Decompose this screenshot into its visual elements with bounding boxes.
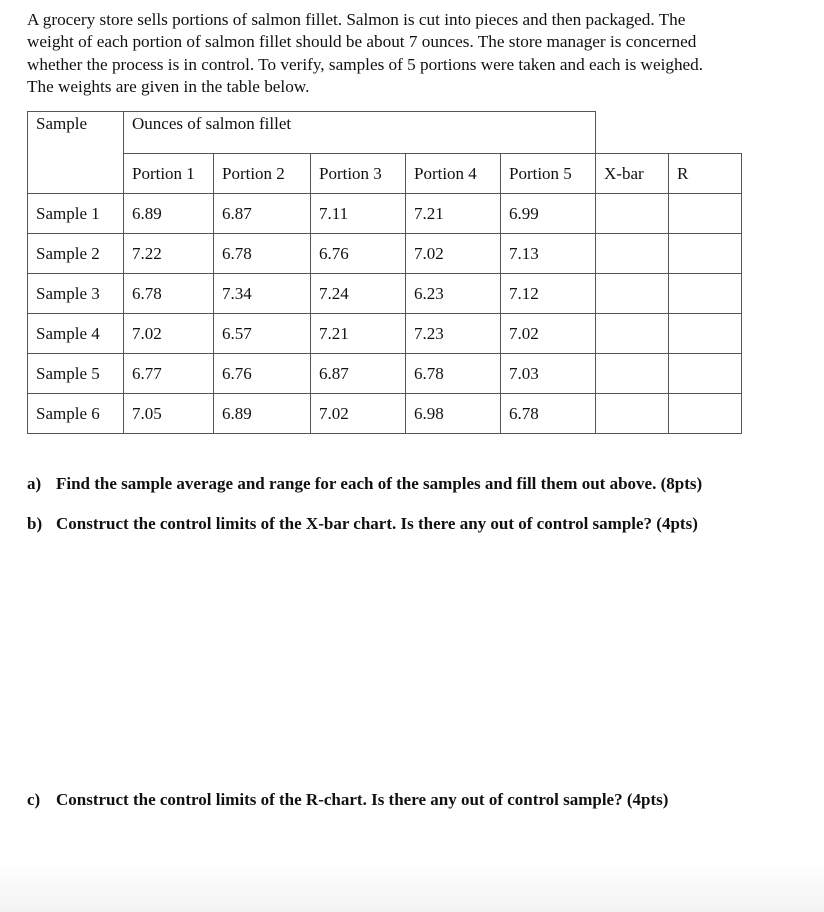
question-a-label: a) — [27, 474, 42, 493]
salmon-weights-table — [27, 111, 742, 434]
r-cell — [669, 354, 742, 394]
question-c-label: c) — [27, 790, 41, 809]
portion-value: 6.77 — [124, 354, 214, 394]
xbar-cell — [596, 234, 669, 274]
r-cell — [669, 234, 742, 274]
intro-line-2: weight of each portion of salmon fillet should be about 7 ounces. The store manager is concerned — [27, 32, 697, 52]
column-header-r: R — [669, 154, 742, 194]
sample-label: Sample 1 — [28, 194, 124, 234]
r-cell — [669, 274, 742, 314]
portion-value: 7.12 — [501, 274, 596, 314]
portion-value: 7.02 — [501, 314, 596, 354]
table-row — [28, 234, 742, 274]
portion-value: 6.76 — [311, 234, 406, 274]
portion-value: 7.11 — [311, 194, 406, 234]
portion-value: 6.87 — [214, 194, 311, 234]
xbar-cell — [596, 314, 669, 354]
xbar-cell — [596, 354, 669, 394]
xbar-cell — [596, 194, 669, 234]
question-b-text: Construct the control limits of the X-bar chart. Is there any out of control sample? (4pts) — [56, 514, 698, 533]
portion-value: 6.76 — [214, 354, 311, 394]
xbar-cell — [596, 394, 669, 434]
table-row — [28, 394, 742, 434]
intro-line-3: whether the process is in control. To verify, samples of 5 portions were taken and each is weighed. — [27, 54, 704, 74]
column-header: Portion 4 — [406, 154, 501, 194]
header-sample-cell: Sample — [28, 112, 124, 194]
header-group-cell: Ounces of salmon fillet — [124, 112, 596, 154]
intro-line-4: The weights are given in the table below. — [27, 77, 310, 97]
portion-value: 7.02 — [124, 314, 214, 354]
portion-value: 6.78 — [124, 274, 214, 314]
sample-label: Sample 5 — [28, 354, 124, 394]
portion-value: 6.87 — [311, 354, 406, 394]
portion-value: 7.23 — [406, 314, 501, 354]
portion-value: 6.98 — [406, 394, 501, 434]
question-a — [27, 474, 702, 494]
question-c — [27, 790, 668, 810]
portion-value: 6.23 — [406, 274, 501, 314]
sample-label: Sample 6 — [28, 394, 124, 434]
column-header: Portion 3 — [311, 154, 406, 194]
portion-value: 7.22 — [124, 234, 214, 274]
column-header-xbar: X-bar — [596, 154, 669, 194]
question-b — [27, 514, 698, 534]
portion-value: 6.57 — [214, 314, 311, 354]
xbar-cell — [596, 274, 669, 314]
r-cell — [669, 394, 742, 434]
portion-value: 7.21 — [406, 194, 501, 234]
portion-value: 6.89 — [214, 394, 311, 434]
sample-label: Sample 3 — [28, 274, 124, 314]
column-header: Portion 1 — [124, 154, 214, 194]
table-row — [28, 274, 742, 314]
portion-value: 7.05 — [124, 394, 214, 434]
portion-value: 6.78 — [406, 354, 501, 394]
intro-line-1: A grocery store sells portions of salmon fillet. Salmon is cut into pieces and then packaged. The — [27, 10, 686, 29]
portion-value: 6.78 — [214, 234, 311, 274]
column-header: Portion 2 — [214, 154, 311, 194]
portion-value: 7.21 — [311, 314, 406, 354]
question-c-text: Construct the control limits of the R-chart. Is there any out of control sample? (4pts) — [56, 790, 669, 809]
table-header-row — [28, 112, 742, 154]
table-row — [28, 354, 742, 394]
sample-label: Sample 2 — [28, 234, 124, 274]
table-row — [28, 194, 742, 234]
portion-value: 7.02 — [406, 234, 501, 274]
table-row — [28, 314, 742, 354]
portion-value: 7.03 — [501, 354, 596, 394]
table-column-row — [28, 154, 742, 194]
portion-value: 6.99 — [501, 194, 596, 234]
problem-statement — [27, 9, 797, 99]
portion-value: 7.24 — [311, 274, 406, 314]
portion-value: 7.34 — [214, 274, 311, 314]
header-blank-cell — [596, 112, 742, 154]
column-header: Portion 5 — [501, 154, 596, 194]
r-cell — [669, 194, 742, 234]
portion-value: 6.78 — [501, 394, 596, 434]
r-cell — [669, 314, 742, 354]
portion-value: 7.02 — [311, 394, 406, 434]
portion-value: 6.89 — [124, 194, 214, 234]
question-a-text: Find the sample average and range for each of the samples and fill them out above. (8pts) — [56, 474, 703, 493]
sample-label: Sample 4 — [28, 314, 124, 354]
question-b-label: b) — [27, 514, 43, 533]
portion-value: 7.13 — [501, 234, 596, 274]
